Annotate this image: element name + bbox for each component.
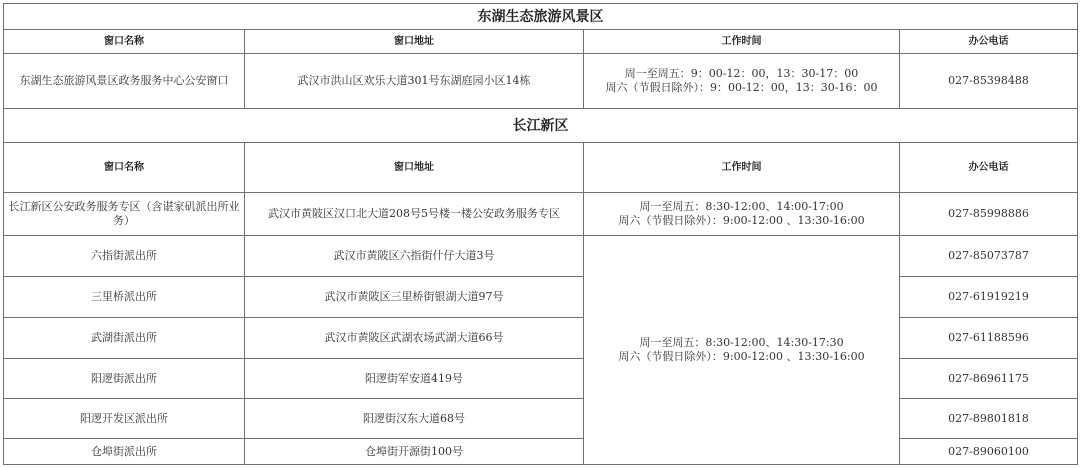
window-address: 阳逻街军安道419号: [245, 359, 584, 399]
window-name: 阳逻街派出所: [4, 359, 245, 399]
window-name: 东湖生态旅游风景区政务服务中心公安窗口: [4, 54, 245, 109]
hours-weekday: 周一至周五：8:30-12:00、14:00-17:00: [639, 200, 844, 213]
header-window-address: 窗口地址: [245, 143, 584, 193]
table-row: [4, 399, 1078, 439]
header-office-phone: 办公电话: [900, 30, 1078, 54]
office-phone: 027-85998886: [900, 193, 1078, 236]
office-phone: 027-61919219: [900, 277, 1078, 318]
window-name: 长江新区公安政务服务专区（含谌家矶派出所业务）: [4, 193, 245, 236]
header-working-hours: 工作时间: [584, 143, 900, 193]
window-address: 武汉市黄陂区汉口北大道208号5号楼一楼公安政务服务专区: [245, 193, 584, 236]
window-address: 武汉市黄陂区武湖农场武湖大道66号: [245, 318, 584, 359]
table-row: [4, 277, 1078, 318]
window-address: 武汉市洪山区欢乐大道301号东湖庭园小区14栋: [245, 54, 584, 109]
table-row: [4, 236, 1078, 277]
section-title-changjiang: 长江新区: [4, 109, 1078, 143]
table-row: [4, 54, 1078, 109]
hours-saturday: 周六（节假日除外）：9：00-12：00，13：30-16：00: [605, 81, 878, 94]
window-name: 三里桥派出所: [4, 277, 245, 318]
working-hours: [584, 193, 900, 236]
window-address: 武汉市黄陂区六指街什仔大道3号: [245, 236, 584, 277]
header-window-address: 窗口地址: [245, 30, 584, 54]
office-phone: 027-89060100: [900, 439, 1078, 465]
office-phone: 027-85073787: [900, 236, 1078, 277]
header-working-hours: 工作时间: [584, 30, 900, 54]
window-name: 仓埠街派出所: [4, 439, 245, 465]
window-name: 武湖街派出所: [4, 318, 245, 359]
hours-saturday: 周六（节假日除外）：9:00-12:00 、13:30-16:00: [618, 350, 865, 363]
table-row: [4, 439, 1078, 465]
header-window-name: 窗口名称: [4, 30, 245, 54]
window-address: 阳逻街汉东大道68号: [245, 399, 584, 439]
hours-saturday: 周六（节假日除外）：9:00-12:00 、13:30-16:00: [618, 214, 865, 227]
police-service-window-table: [3, 3, 1078, 465]
header-window-name: 窗口名称: [4, 143, 245, 193]
table-row: [4, 318, 1078, 359]
office-phone: 027-85398488: [900, 54, 1078, 109]
table-row: [4, 193, 1078, 236]
window-name: 六指街派出所: [4, 236, 245, 277]
header-office-phone: 办公电话: [900, 143, 1078, 193]
hours-weekday: 周一至周五：8:30-12:00、14:30-17:30: [639, 336, 844, 349]
shared-working-hours: [584, 236, 900, 465]
office-phone: 027-61188596: [900, 318, 1078, 359]
window-name: 阳逻开发区派出所: [4, 399, 245, 439]
section-title-donghu: 东湖生态旅游风景区: [4, 4, 1078, 30]
hours-weekday: 周一至周五：9：00-12：00，13：30-17：00: [624, 67, 859, 80]
office-phone: 027-86961175: [900, 359, 1078, 399]
working-hours: [584, 54, 900, 109]
window-address: 仓埠街开源街100号: [245, 439, 584, 465]
table-row: [4, 359, 1078, 399]
window-address: 武汉市黄陂区三里桥街银湖大道97号: [245, 277, 584, 318]
office-phone: 027-89801818: [900, 399, 1078, 439]
